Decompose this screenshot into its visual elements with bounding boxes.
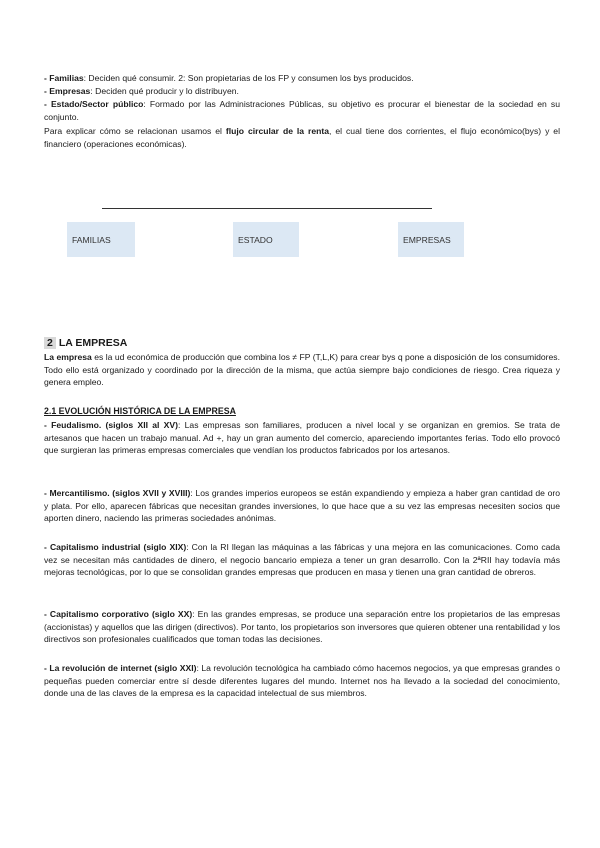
estado-text: : Formado por las Administraciones Públicas, su objetivo es procurar el bienestar de la sociedad en su conjunto.: [44, 99, 560, 122]
empresas-paragraph: [44, 85, 560, 98]
subsection-heading: 2.1 EVOLUCIÓN HISTÓRICA DE LA EMPRESA: [44, 406, 236, 416]
evolution-item-mercantilismo: [44, 487, 560, 525]
diagram-box-familias-label: FAMILIAS: [72, 234, 111, 245]
empresa-definition-text: es la ud económica de producción que combina los ≠ FP (T,L,K) para crear bys q pone a disposición de los consumidores. Todo ello está organizado y coordinado por la dirección de la misma, que actúa siempre bajo condiciones de riesgo. Crea riqueza y genera empleo.: [44, 352, 560, 388]
diagram-box-estado-label: ESTADO: [238, 234, 273, 245]
flujo-pre: Para explicar cómo se relacionan usamos el: [44, 126, 226, 136]
flujo-post: , el cual tiene dos corrientes, el flujo económico(bys) y el financiero (operaciones económicas).: [44, 126, 560, 149]
evolution-item-text: : Los grandes imperios europeos se están expandiendo y empieza a haber gran cantidad de oro y plata. Por ello, aparecen fábricas que necesitan grandes inversiones, lo que hace que a su vez las empresas necesiten socios que aporten dinero, naciendo las primeras sociedades anónimas.: [44, 488, 560, 524]
diagram-box-estado: [233, 222, 299, 257]
familias-label: - Familias: [44, 73, 84, 83]
estado-paragraph: [44, 98, 560, 123]
diagram-connector-line: [102, 208, 432, 209]
evolution-item-revolucion-internet: [44, 662, 560, 700]
section-number: 2: [44, 337, 56, 349]
evolution-item-label: - La revolución de internet (siglo XXI): [44, 663, 197, 673]
familias-paragraph: [44, 72, 560, 85]
familias-text: : Deciden qué consumir. 2: Son propietarias de los FP y consumen los bys producidos.: [83, 73, 414, 83]
empresas-text: : Deciden qué producir y lo distribuyen.: [90, 86, 239, 96]
estado-label: - Estado/Sector público: [44, 99, 144, 109]
evolution-item-capitalismo-corporativo: [44, 608, 560, 646]
evolution-item-label: - Capitalismo industrial (siglo XIX): [44, 542, 187, 552]
empresa-definition: [44, 351, 560, 389]
evolution-item-text: : Las empresas son familiares, producen a nivel local y se organizan en gremios. Se trata de artesanos que hacen un trabajo manual. Ad +, hay un gran aumento del comercio, apareciendo importantes ferias. Todo ello provocó que surgieran las primeras empresas comerciales que vendían los productos fabricados por los artesanos.: [44, 420, 560, 456]
evolution-item-feudalismo: [44, 419, 560, 457]
diagram-box-familias: [67, 222, 135, 257]
evolution-item-text: : La revolución tecnológica ha cambiado cómo hacemos negocios, ya que empresas grandes o pequeñas pueden comerciar entre sí desde diferentes lugares del mundo. Internet nos ha llevado a la sociedad del conocimiento, donde una de las claves de la empresa es la capacidad intelectual de sus miembros.: [44, 663, 561, 699]
diagram-box-empresas: [398, 222, 464, 257]
empresas-label: - Empresas: [44, 86, 91, 96]
evolution-item-label: - Mercantilismo. (siglos XVII y XVIII): [44, 488, 191, 498]
section-heading: [44, 337, 127, 349]
evolution-item-text: : Con la RI llegan las máquinas a las fábricas y una mejora en las comunicaciones. Como cada vez se necesitan más cantidades de dinero, el negocio bancario empieza a tener un gran desarrollo. Con la 2ªRII hay todavía más mejoras tecnológicas, por lo que se consolidan grandes empresas que producen en masa y tienen una gran cantidad de obreros.: [44, 542, 560, 578]
evolution-item-label: - Capitalismo corporativo (siglo XX): [44, 609, 193, 619]
flujo-paragraph: [44, 125, 560, 150]
evolution-item-label: - Feudalismo. (siglos XII al XV): [44, 420, 178, 430]
section-title: LA EMPRESA: [58, 337, 128, 349]
evolution-item-text: : En las grandes empresas, se produce una separación entre los propietarios de las empresas (accionistas) y aquellos que las dirigen (directivos). Por tanto, los propietarios son inversores que quieren obtener una rentabilidad y los directivos son profesionales cualificados que toman todas las decisiones.: [44, 609, 560, 645]
flujo-bold: flujo circular de la renta: [225, 126, 330, 136]
empresa-definition-bold: La empresa: [44, 352, 92, 362]
evolution-item-capitalismo-industrial: [44, 541, 560, 579]
diagram-box-empresas-label: EMPRESAS: [403, 234, 451, 245]
